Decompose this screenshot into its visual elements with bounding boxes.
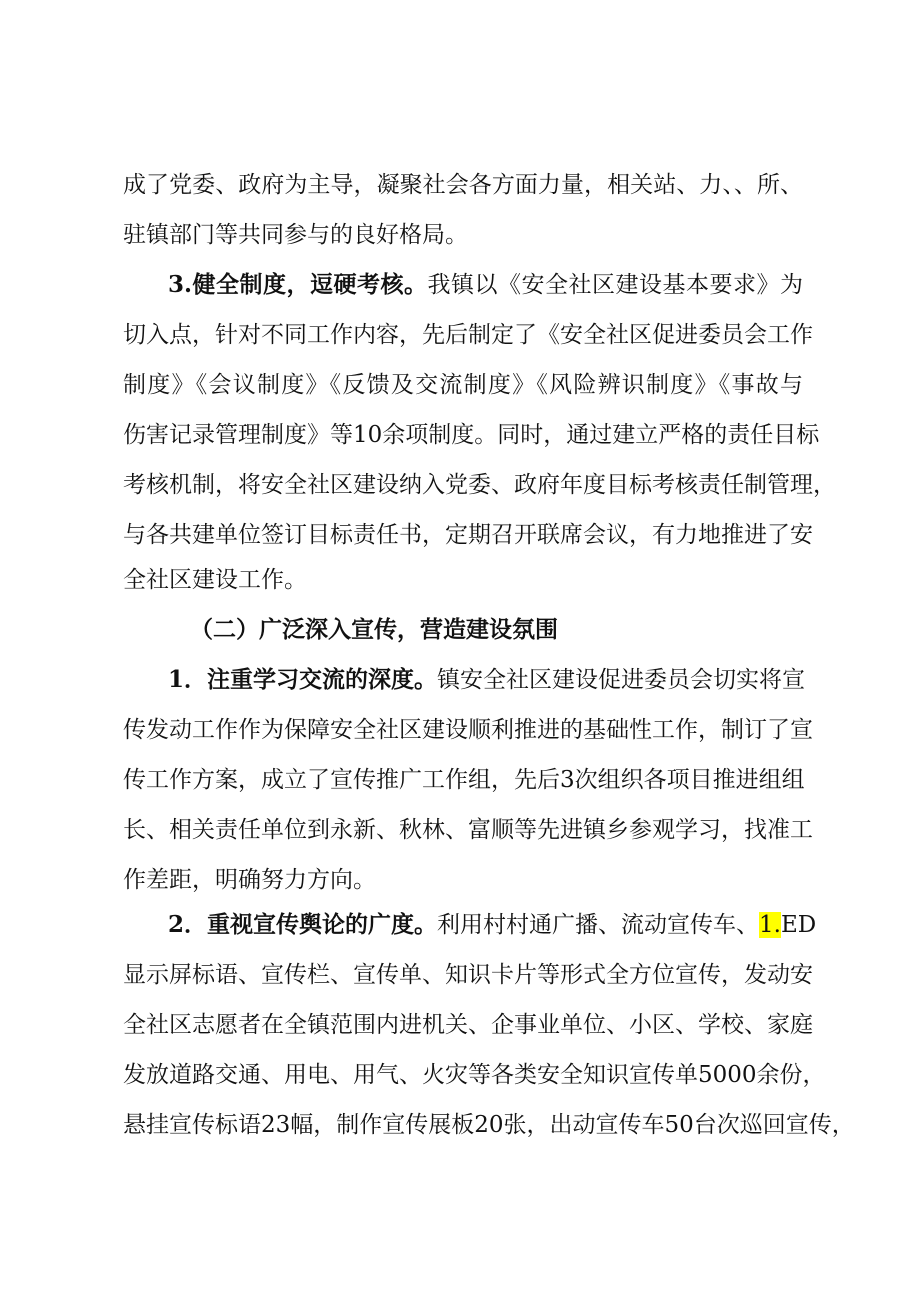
paragraph-4-line-5: 悬挂宣传标语23幅，制作宣传展板20张，出动宣传车50台次巡回宣传， [123, 1112, 855, 1138]
paragraph-3-line-1-text: 镇安全社区建设促进委员会切实将宣 [437, 667, 806, 693]
paragraph-3-heading: 1．注重学习交流的深度。 [168, 666, 438, 693]
paragraph-2-line-7: 全社区建设工作。 [123, 567, 307, 593]
paragraph-3-line-2: 传发动工作作为保障安全社区建设顺利推进的基础性工作，制订了宣 [123, 717, 813, 743]
paragraph-2-heading: 3.健全制度，逗硬考核。 [168, 271, 428, 298]
paragraph-3-line-4: 长、相关责任单位到永新、秋林、富顺等先进镇乡参观学习，找准工 [123, 817, 813, 843]
paragraph-4-line-1 [168, 905, 817, 945]
paragraph-2-line-1-text: 我镇以《安全社区建设基本要求》为 [427, 272, 804, 298]
paragraph-4-line-1-text: 利用村村通广播、流动宣传车、 [437, 912, 760, 938]
paragraph-3-line-3: 传工作方案，成立了宣传推广工作组，先后3次组织各项目推进组组 [123, 767, 805, 793]
paragraph-1-line-2: 驻镇部门等共同参与的良好格局。 [123, 222, 468, 248]
paragraph-4-line-1-end: ED [780, 912, 817, 938]
paragraph-4-line-4: 发放道路交通、用电、用气、火灾等各类安全知识宣传单5000余份， [123, 1062, 826, 1088]
paragraph-2-line-5: 考核机制，将安全社区建设纳入党委、政府年度目标考核责任制管理， [123, 472, 836, 498]
paragraph-4-line-2: 显示屏标语、宣传栏、宣传单、知识卡片等形式全方位宣传，发动安 [123, 962, 813, 988]
paragraph-4-line-3: 全社区志愿者在全镇范围内进机关、企事业单位、小区、学校、家庭 [123, 1012, 813, 1038]
paragraph-3-line-5: 作差距，明确努力方向。 [123, 867, 376, 893]
paragraph-3-line-1 [168, 660, 806, 700]
highlighted-text: 1. [759, 912, 781, 938]
paragraph-2-line-1 [168, 265, 803, 305]
section-heading-2: （二）广泛深入宣传，营造建设氛围 [190, 616, 558, 643]
paragraph-2-line-4: 伤害记录管理制度》等10余项制度。同时，通过建立严格的责任目标 [123, 422, 820, 448]
paragraph-1-line-1: 成了党委、政府为主导，凝聚社会各方面力量，相关站、力、、所、 [123, 172, 803, 198]
paragraph-2-line-6: 与各共建单位签订目标责任书，定期召开联席会议，有力地推进了安 [123, 522, 813, 548]
paragraph-2-line-2: 切入点，针对不同工作内容，先后制定了《安全社区促进委员会工作 [123, 322, 813, 348]
paragraph-4-heading: 2．重视宣传舆论的广度。 [168, 911, 438, 938]
paragraph-2-line-3: 制度》《会议制度》《反馈及交流制度》《风险辨识制度》《事故与 [123, 372, 803, 398]
